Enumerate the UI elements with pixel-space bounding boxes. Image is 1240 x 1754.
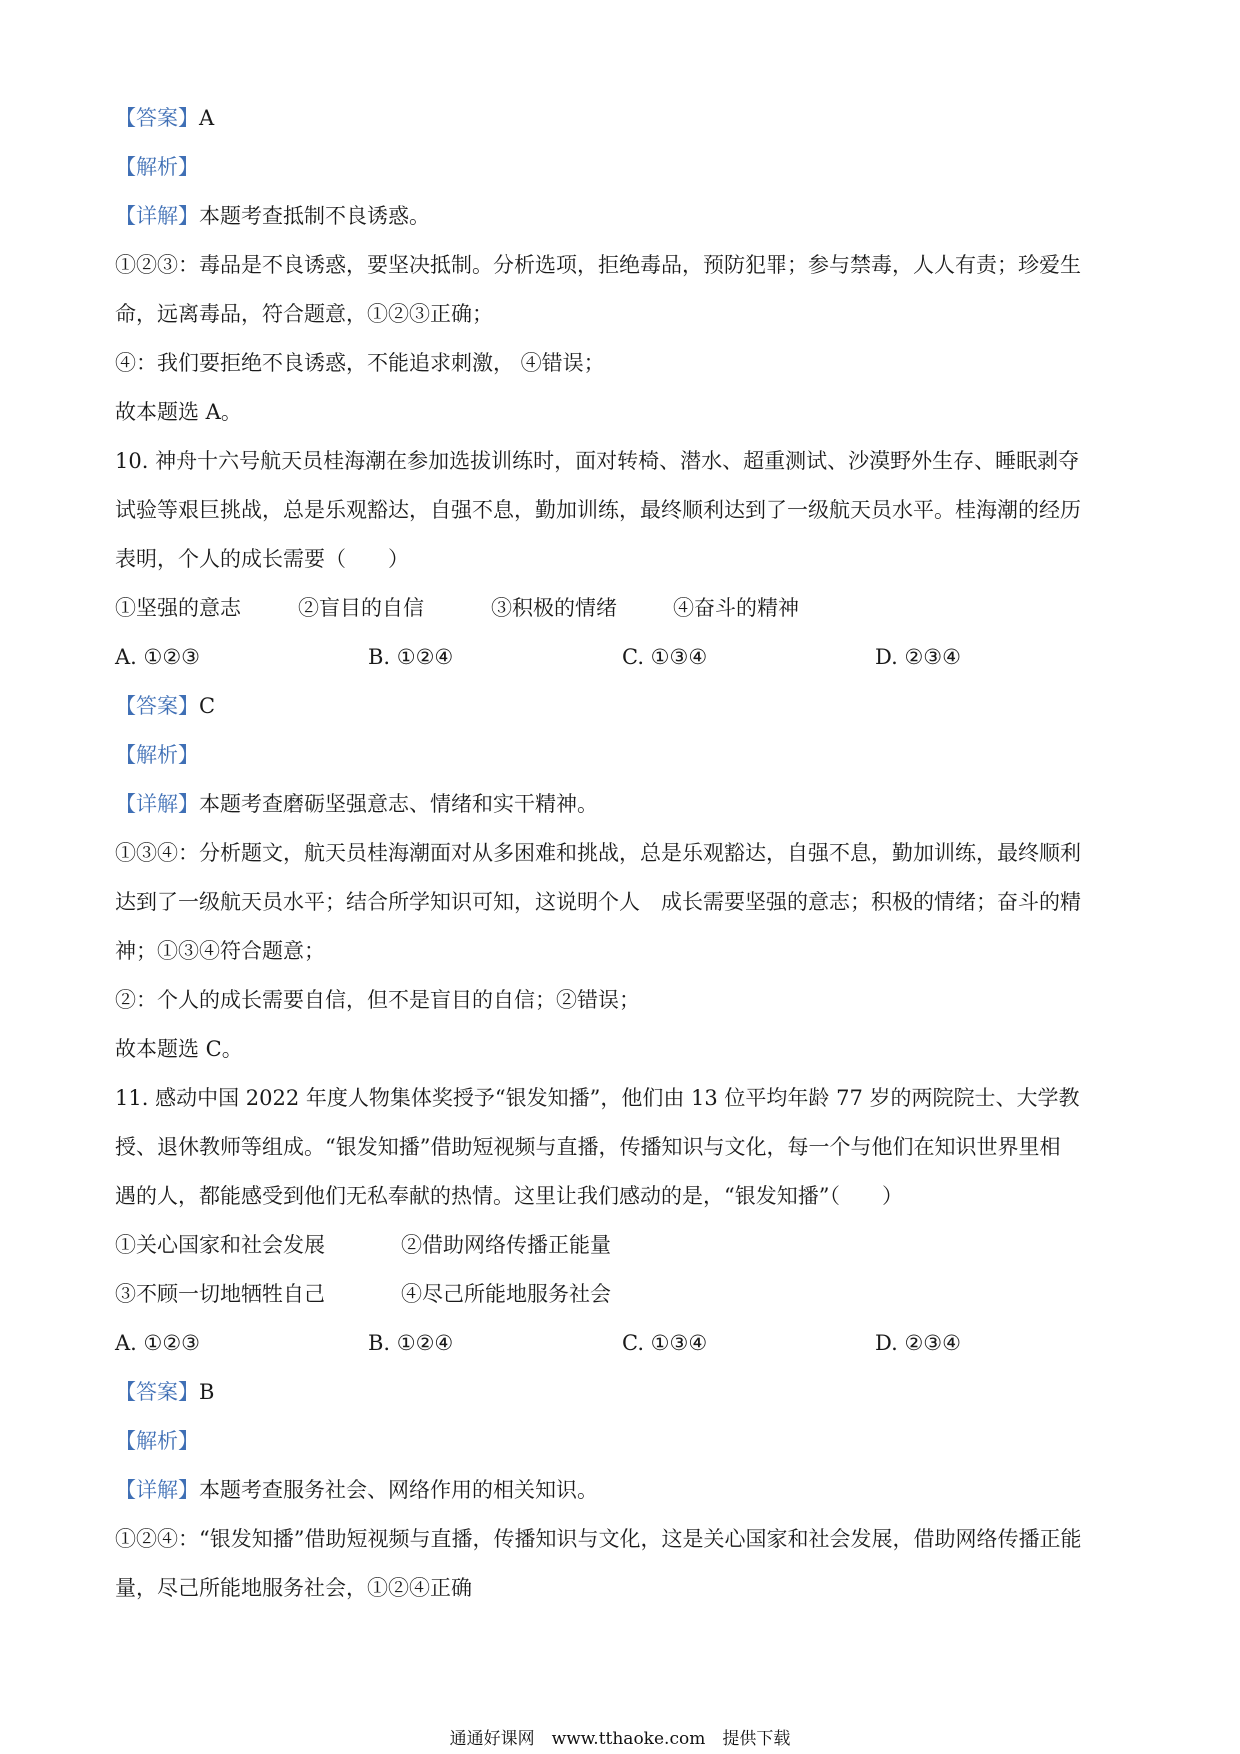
paragraph-line: 故本题选 A。: [115, 400, 242, 424]
detail-tag: 【详解】: [115, 1478, 199, 1502]
detail-tag: 【详解】: [115, 204, 199, 228]
statement-item: ③不顾一切地牺牲自己: [115, 1282, 325, 1306]
choice-c: C. ①③④: [622, 645, 708, 669]
paragraph-line: ①③④：分析题文，航天员桂海潮面对从多困难和挑战，总是乐观豁达，自强不息，勤加训练，最终顺利: [115, 841, 1081, 865]
q11-detail-line: [115, 1475, 1135, 1505]
q10-analysis-tag: 【解析】: [115, 743, 199, 767]
q11-answer-line: [115, 1377, 1135, 1407]
paragraph-line: ①②③：毒品是不良诱惑，要坚决抵制。分析选项，拒绝毒品，预防犯罪；参与禁毒，人人有责；珍爱生: [115, 253, 1081, 277]
q9-answer-line: [115, 103, 1135, 133]
question-10-line: 10. 神舟十六号航天员桂海潮在参加选拔训练时，面对转椅、潜水、超重测试、沙漠野外生存、睡眠剥夺: [115, 449, 1080, 473]
answer-value: B: [199, 1380, 215, 1404]
choice-b: B. ①②④: [368, 645, 454, 669]
choice-a: A. ①②③: [115, 645, 200, 669]
answer-value: A: [199, 106, 215, 130]
q10-answer-line: [115, 691, 1135, 721]
choice-d: D. ②③④: [875, 645, 961, 669]
q11-analysis-tag: 【解析】: [115, 1429, 199, 1453]
statement-item: ①坚强的意志: [115, 596, 241, 620]
paragraph-line: ④：我们要拒绝不良诱惑，不能追求刺激， ④错误；: [115, 351, 605, 375]
choice-b: B. ①②④: [368, 1331, 454, 1355]
paragraph-line: ①②④：“银发知播”借助短视频与直播，传播知识与文化，这是关心国家和社会发展，借助网络传播正能: [115, 1527, 1082, 1551]
paragraph-line: 命，远离毒品，符合题意，①②③正确；: [115, 302, 493, 326]
question-11-line: 遇的人，都能感受到他们无私奉献的热情。这里让我们感动的是，“银发知播”（ ）: [115, 1184, 903, 1208]
detail-text: 本题考查抵制不良诱惑。: [199, 204, 430, 228]
detail-text: 本题考查服务社会、网络作用的相关知识。: [199, 1478, 598, 1502]
q9-detail-line: [115, 201, 1135, 231]
answer-value: C: [199, 694, 216, 718]
question-10-line: 试验等艰巨挑战，总是乐观豁达，自强不息，勤加训练，最终顺利达到了一级航天员水平。桂海潮的经历: [115, 498, 1081, 522]
statement-item: ②盲目的自信: [298, 596, 424, 620]
paragraph-line: 故本题选 C。: [115, 1037, 243, 1061]
q10-detail-line: [115, 789, 1135, 819]
page-footer[interactable]: 通通好课网 www.tthaoke.com 提供下载: [449, 1729, 791, 1749]
choice-c: C. ①③④: [622, 1331, 708, 1355]
question-10-line: 表明，个人的成长需要（ ）: [115, 547, 409, 571]
detail-text: 本题考查磨砺坚强意志、情绪和实干精神。: [199, 792, 598, 816]
statement-item: ③积极的情绪: [491, 596, 617, 620]
statement-item: ①关心国家和社会发展: [115, 1233, 325, 1257]
paragraph-line: 量，尽己所能地服务社会，①②④正确: [115, 1576, 472, 1600]
answer-tag: 【答案】: [115, 694, 199, 718]
q9-analysis-tag: 【解析】: [115, 155, 199, 179]
statement-item: ②借助网络传播正能量: [401, 1233, 611, 1257]
paragraph-line: 达到了一级航天员水平；结合所学知识可知，这说明个人 成长需要坚强的意志；积极的情绪；奋斗的精: [115, 890, 1081, 914]
statement-item: ④奋斗的精神: [673, 596, 799, 620]
detail-tag: 【详解】: [115, 792, 199, 816]
choice-a: A. ①②③: [115, 1331, 200, 1355]
answer-tag: 【答案】: [115, 106, 199, 130]
question-11-line: 11. 感动中国 2022 年度人物集体奖授予“银发知播”，他们由 13 位平均年龄 77 岁的两院院士、大学教: [115, 1086, 1080, 1110]
question-11-line: 授、退休教师等组成。“银发知播”借助短视频与直播，传播知识与文化，每一个与他们在知识世界里相: [115, 1135, 1061, 1159]
statement-item: ④尽己所能地服务社会: [401, 1282, 611, 1306]
paragraph-line: 神；①③④符合题意；: [115, 939, 325, 963]
paragraph-line: ②：个人的成长需要自信，但不是盲目的自信；②错误；: [115, 988, 640, 1012]
answer-tag: 【答案】: [115, 1380, 199, 1404]
choice-d: D. ②③④: [875, 1331, 961, 1355]
